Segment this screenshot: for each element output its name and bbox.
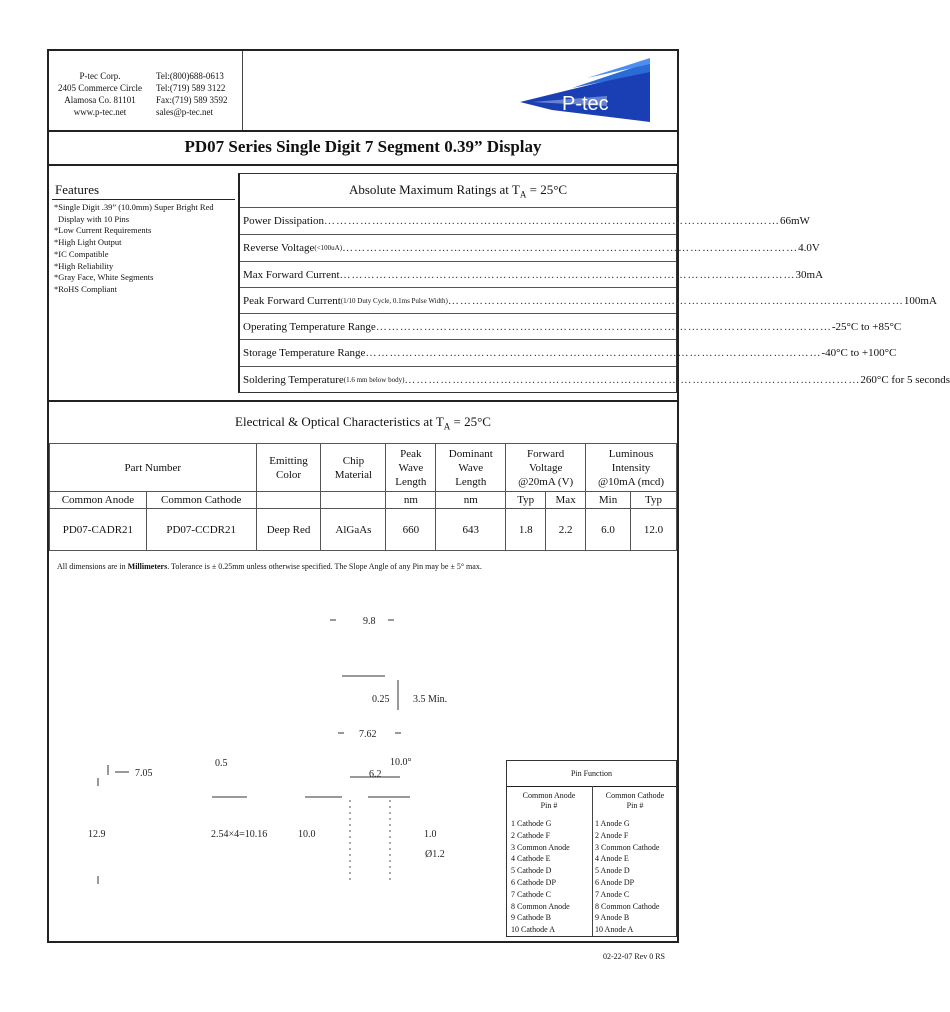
company-contact [156,70,236,118]
section-rule [49,400,677,402]
page-title: PD07 Series Single Digit 7 Segment 0.39” Display [184,137,542,156]
feature-item: *High Reliability [54,260,114,271]
leader-dots: …………………………………………………………………………………………………… [447,295,904,307]
pin-divider [592,786,593,936]
dim-pitch: 2.54×4=10.16 [211,829,268,840]
logo-text: P-tec [562,93,609,115]
header-rule [49,130,677,132]
blank-cell [256,492,321,509]
cathode-part: PD07-CCDR21 [146,509,256,551]
list-item: 8 Common Cathode [595,901,660,911]
list-item: 2 Anode F [595,830,629,840]
abs-max-title [240,182,676,200]
note-bold: Millimeters [127,562,168,571]
leader-dots: …………………………………………………………………………………………………… [404,374,861,386]
header-line: Common Cathode [605,791,665,800]
features-heading: Features [55,182,100,197]
list-item: 8 Common Anode [511,901,570,911]
blank-cell [321,492,386,509]
abs-max-title-sub: A [519,189,527,200]
anode-pin-list [511,818,570,936]
rating-label: Power Dissipation [243,215,324,227]
vf-max-header: Max [546,492,586,509]
cathode-pin-header [593,791,677,811]
header-line: Material [334,468,373,481]
peak-wave-header [386,444,436,492]
features-list [54,202,239,296]
dim-10-deg: 10.0° [390,757,412,768]
leader-dots: …………………………………………………………………………………………………… [365,347,822,359]
pin-function-title: Pin Function [570,769,613,778]
list-item: 3 Common Cathode [595,842,660,852]
revision-footer: 02-22-07 Rev 0 RS [603,952,665,961]
cathode-pin-list [595,818,659,936]
eo-title-sub: A [443,421,451,432]
dim-1-0: 1.0 [424,829,437,840]
iv-typ: 12.0 [631,509,677,551]
peak-wavelength: 660 [386,509,436,551]
list-item: 4 Cathode E [511,854,551,864]
rating-label: Operating Temperature Range [243,321,376,333]
forward-voltage-header [506,444,586,492]
dim-diameter: Ø1.2 [425,849,445,860]
feature-item: *RoHS Compliant [54,283,118,294]
iv-min: 6.0 [586,509,631,551]
abs-max-ratings [238,173,950,393]
list-item: 10 Anode A [595,925,634,935]
list-item: 6 Anode DP [595,877,635,887]
header-line: Luminous [608,447,654,460]
header-line: @10mA (mcd) [598,475,665,488]
abs-max-row [243,314,902,340]
pin-function-table [506,760,677,937]
company-email: sales@p-tec.net [156,107,214,117]
note-text: All dimensions are in [57,562,128,571]
company-tel1: Tel:(800)688-0613 [156,71,224,81]
company-city: Alamosa Co. 81101 [64,95,136,105]
common-anode-header: Common Anode [50,492,147,509]
header-line: Emitting [269,454,308,467]
eo-title-suffix: = 25°C [450,414,491,429]
feature-item: *IC Compatible [54,248,109,259]
vf-max: 2.2 [546,509,586,551]
ptec-logo [512,58,654,124]
rating-value: -25°C to +85°C [831,321,902,333]
abs-max-row [243,208,810,234]
header-line: Dominant [448,447,493,460]
dim-9-8: 9.8 [363,616,376,627]
rating-label: Soldering Temperature [243,374,344,386]
table-row [50,509,677,551]
chip-material: AlGaAs [321,509,386,551]
eo-title-text: Electrical & Optical Characteristics at T [235,414,444,429]
dimension-drawing [80,600,500,900]
header-line: Voltage [528,461,563,474]
abs-max-row [243,235,820,261]
list-item: 1 Cathode G [511,819,552,828]
dominant-wavelength: 643 [436,509,506,551]
list-item: 1 Anode G [595,819,630,828]
feature-item: *High Light Output [54,237,122,248]
header-divider [242,51,243,130]
header-line: Pin # [540,801,558,810]
abs-max-row [243,340,897,366]
company-info [53,70,147,118]
feature-item: *Single Digit .39” (10.0mm) Super Bright Red [54,202,214,212]
rating-value: 30mA [795,269,824,281]
abs-max-row [243,367,950,393]
chip-material-header [321,444,386,492]
header-line: Wave [458,461,484,474]
header-line: Length [395,475,427,488]
dimensions-note [57,562,482,571]
title-rule [49,164,677,166]
company-web: www.p-tec.net [73,107,127,117]
list-item: 4 Anode E [595,854,629,864]
company-address: 2405 Commerce Circle [58,83,142,93]
feature-item: *Gray Face, White Segments [54,272,154,283]
header-line: Peak [400,447,422,460]
luminous-header [586,444,677,492]
header-line: @20mA (V) [518,475,574,488]
dim-7-62: 7.62 [359,729,377,740]
dim-0-5: 0.5 [215,758,228,769]
anode-part: PD07-CADR21 [50,509,147,551]
header-line: Color [276,468,302,481]
dim-3-5-min: 3.5 Min. [413,694,448,705]
rating-value: 260°C for 5 seconds [860,374,950,386]
note-text: . Tolerance is ± 0.25mm unless otherwise specified. The Slope Angle of any Pin may be ± 5° max. [167,562,482,571]
header-line: Common Anode [522,791,576,800]
emitting-color: Deep Red [256,509,321,551]
leader-dots: …………………………………………………………………………………………………… [323,215,780,227]
dim-10-0: 10.0 [298,829,316,840]
rating-note: (1/10 Duty Cycle, 0.1ms Pulse Width) [340,297,448,305]
feature-item: Display with 10 Pins [58,213,130,224]
list-item: 10 Cathode A [511,925,555,935]
abs-max-title-suffix: = 25°C [526,182,568,197]
leader-dots: …………………………………………………………………………………………………… [375,321,832,333]
eo-table [49,443,677,551]
rating-value: 66mW [779,215,810,227]
dim-6-2: 6.2 [369,769,382,780]
rating-note: (<100uA) [314,244,343,252]
iv-min-header: Min [586,492,631,509]
rating-label: Peak Forward Current [243,295,341,307]
rating-note: (1.6 mm below body) [343,376,405,384]
list-item: 3 Common Anode [511,842,570,852]
header-line: Length [455,475,487,488]
list-item: 9 Anode B [595,913,630,923]
rating-value: -40°C to +100°C [821,347,897,359]
peak-unit: nm [386,492,436,509]
leader-dots: …………………………………………………………………………………………………… [342,242,799,254]
common-cathode-header: Common Cathode [146,492,256,509]
features-underline [52,199,235,200]
vf-typ-header: Typ [506,492,546,509]
dim-0-25: 0.25 [372,694,390,705]
header-line: Chip [342,454,365,467]
header-line: Forward [527,447,565,460]
rating-value: 100mA [903,295,937,307]
rating-label: Max Forward Current [243,269,340,281]
eo-subheader-row [50,492,677,509]
list-item: 6 Cathode DP [511,877,556,887]
abs-max-row [243,288,937,314]
eo-title [47,414,679,432]
list-item: 9 Cathode B [511,913,551,923]
abs-max-row [243,262,824,288]
dominant-wave-header [436,444,506,492]
header-line: Pin # [626,801,644,810]
company-fax: Fax:(719) 589 3592 [156,95,228,105]
rating-value: 4.0V [798,242,820,254]
list-item: 7 Anode C [595,889,630,899]
emitting-color-header [256,444,321,492]
list-item: 2 Cathode F [511,830,551,840]
part-number-header: Part Number [50,444,257,492]
feature-item: *Low Current Requirements [54,225,152,236]
header-line: Intensity [611,461,651,474]
vf-typ: 1.8 [506,509,546,551]
leader-dots: …………………………………………………………………………………………………… [339,269,796,281]
company-tel2: Tel:(719) 589 3122 [156,83,226,93]
list-item: 7 Cathode C [511,889,551,899]
list-item: 5 Cathode D [511,866,552,876]
dim-7-05: 7.05 [135,768,153,779]
dim-12-9: 12.9 [88,829,106,840]
abs-max-title-text: Absolute Maximum Ratings at T [348,182,520,197]
company-name: P-tec Corp. [79,71,121,81]
rating-label: Storage Temperature Range [243,347,366,359]
dominant-unit: nm [436,492,506,509]
header-line: Wave [398,461,424,474]
list-item: 5 Anode D [595,866,630,876]
iv-typ-header: Typ [631,492,677,509]
rating-label: Reverse Voltage [243,242,315,254]
anode-pin-header [509,791,589,811]
eo-header-row [50,444,677,492]
